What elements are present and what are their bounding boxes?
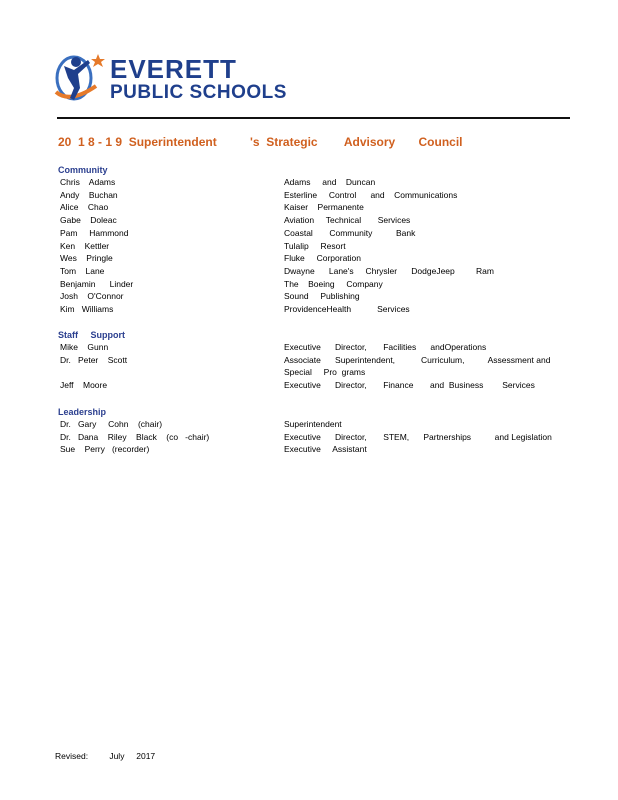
member-name: Andy Buchan	[60, 189, 118, 200]
member-organization: Sound Publishing	[284, 291, 360, 302]
header-rule	[57, 117, 570, 119]
section-heading: Community	[58, 165, 108, 175]
member-name: Dr. Gary Cohn (chair)	[60, 419, 163, 429]
member-organization: Dwayne Lane's Chrysler DodgeJeep Ram	[284, 265, 494, 276]
member-organization: Esterline Control and Communications	[284, 189, 458, 200]
member-organization: Executive Director, Finance and Business Services	[284, 380, 535, 391]
member-name: Pam Hammond	[60, 227, 129, 238]
revised-date: Revised: July 2017	[55, 751, 156, 761]
member-organization: ProvidenceHealth Services	[284, 304, 410, 315]
member-organization: Executive Director, Facilities andOperations	[284, 342, 487, 352]
page-title: 20 1 8 - 1 9 Superintendent 's Strategic Advisory Council	[58, 135, 463, 149]
member-name: Benjamin Linder	[60, 278, 134, 289]
section-staff-support	[58, 329, 568, 392]
section-leadership	[58, 406, 568, 456]
member-row	[58, 227, 568, 240]
member-name: Dr. Peter Scott	[60, 354, 128, 365]
member-name: Chris Adams	[60, 177, 116, 187]
member-name: Wes Pringle	[60, 253, 113, 264]
member-row	[58, 252, 568, 265]
member-name: Tom Lane	[60, 265, 105, 276]
member-organization: Superintendent	[284, 419, 342, 429]
member-row	[58, 240, 568, 253]
member-row	[58, 278, 568, 291]
member-name: Mike Gunn	[60, 342, 109, 352]
member-name: Josh O'Connor	[60, 291, 124, 302]
member-name: Alice Chao	[60, 202, 109, 213]
member-organization: Adams and Duncan	[284, 177, 376, 187]
member-organization: Coastal Community Bank	[284, 227, 416, 238]
member-row	[58, 290, 568, 303]
member-row	[58, 189, 568, 202]
member-row	[58, 341, 568, 354]
section-heading: Staff Support	[58, 330, 125, 340]
member-name: Ken Kettler	[60, 240, 110, 251]
logo-text-everett: EVERETT	[110, 54, 237, 84]
member-row	[58, 379, 568, 392]
member-name: Dr. Dana Riley Black (co -chair)	[60, 431, 210, 442]
section-heading: Leadership	[58, 407, 107, 417]
section-community	[58, 164, 568, 316]
member-row	[58, 418, 568, 431]
member-organization: The Boeing Company	[284, 278, 383, 289]
member-row	[58, 265, 568, 278]
member-row	[58, 443, 568, 456]
member-organization: Fluke Corporation	[284, 253, 362, 264]
member-organization: Tulalip Resort	[284, 240, 346, 251]
member-organization: Aviation Technical Services	[284, 215, 411, 226]
member-organization: Kaiser Permanente	[284, 202, 364, 213]
member-row	[58, 214, 568, 227]
school-mascot-icon	[50, 48, 110, 110]
member-row	[58, 201, 568, 214]
member-name: Gabe Doleac	[60, 215, 117, 226]
everett-public-schools-logo	[50, 48, 300, 110]
member-organization: Associate Superintendent, Curriculum, Assessment and Special Pro grams	[284, 354, 560, 378]
member-row	[58, 303, 568, 316]
logo-text-public-schools: PUBLIC SCHOOLS	[110, 82, 287, 103]
member-name: Sue Perry (recorder)	[60, 444, 150, 455]
member-name: Jeff Moore	[60, 380, 108, 391]
member-row	[58, 354, 568, 379]
member-row	[58, 431, 568, 444]
member-row	[58, 176, 568, 189]
member-organization: Executive Director, STEM, Partnerships and Legislation	[284, 431, 552, 442]
member-name: Kim Williams	[60, 304, 114, 315]
member-organization: Executive Assistant	[284, 444, 367, 455]
